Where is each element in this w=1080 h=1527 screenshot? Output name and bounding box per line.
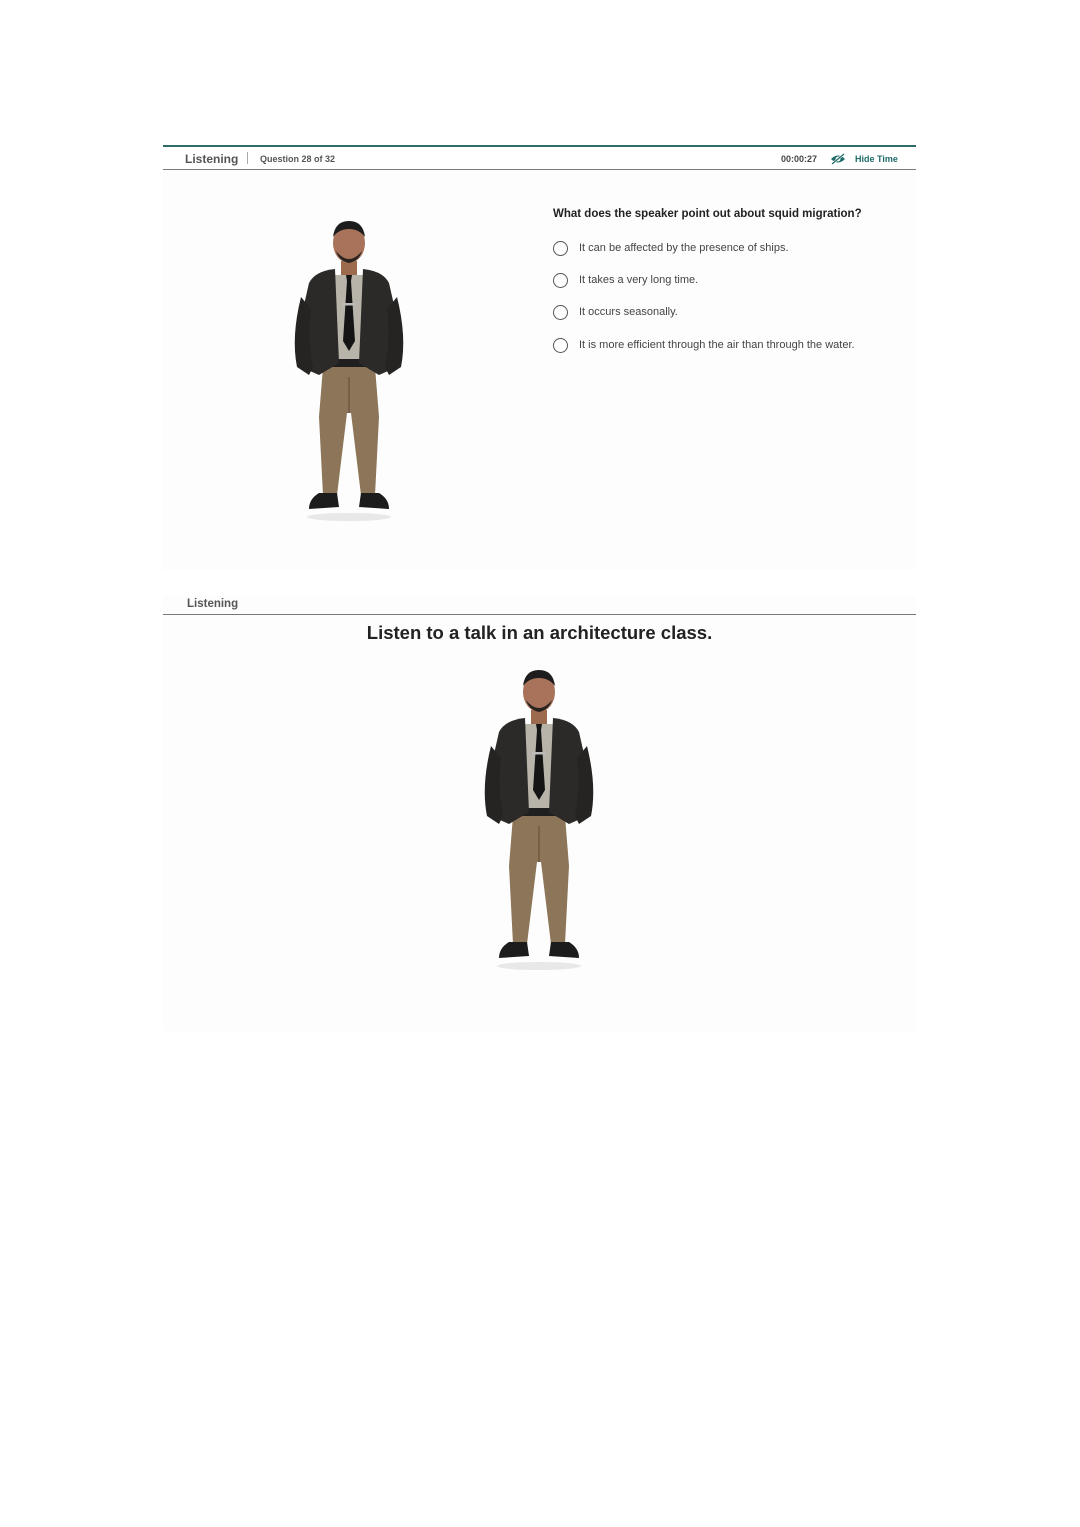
question-screen xyxy=(163,145,916,570)
section-label: Listening xyxy=(185,152,239,166)
top-bar xyxy=(163,145,916,170)
section-label: Listening xyxy=(187,598,239,610)
divider xyxy=(247,152,248,164)
radio-icon[interactable] xyxy=(553,241,568,256)
answer-option[interactable] xyxy=(553,271,698,289)
speaker-image xyxy=(279,217,419,522)
answer-option-text: It takes a very long time. xyxy=(579,274,699,286)
answer-option-text: It can be affected by the presence of ships. xyxy=(579,242,789,254)
hide-time-button[interactable]: Hide Time xyxy=(855,154,898,164)
answer-option[interactable] xyxy=(553,239,789,257)
answer-option[interactable] xyxy=(553,336,855,354)
radio-icon[interactable] xyxy=(553,338,568,353)
eye-slash-icon[interactable] xyxy=(830,152,846,164)
page-title: Listen to a talk in an architecture class. xyxy=(366,622,713,643)
divider xyxy=(163,614,916,615)
timer-display: 00:00:27 xyxy=(781,154,818,164)
question-text: What does the speaker point out about squid migration? xyxy=(553,208,862,220)
radio-icon[interactable] xyxy=(553,305,568,320)
question-counter: Question 28 of 32 xyxy=(260,154,336,164)
answer-option-text: It occurs seasonally. xyxy=(579,306,678,318)
answer-option-text: It is more efficient through the air than through the water. xyxy=(579,339,855,351)
radio-icon[interactable] xyxy=(553,273,568,288)
answer-option[interactable] xyxy=(553,303,678,321)
speaker-image xyxy=(469,666,609,971)
listening-intro-screen xyxy=(163,596,916,1031)
